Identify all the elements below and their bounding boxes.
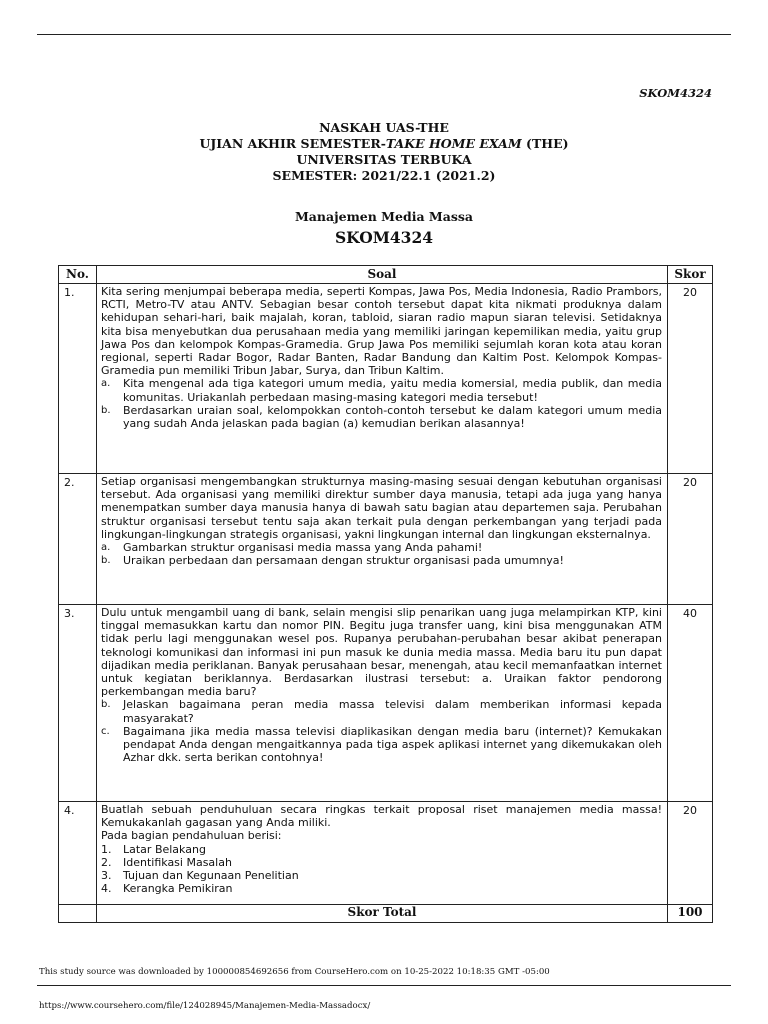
exam-table [58, 265, 713, 923]
sub-question: b. Uraikan perbedaan dan persamaan dengan struktur organisasi pada umumnya! [101, 554, 564, 568]
top-rule [37, 34, 731, 35]
bottom-rule [37, 985, 731, 986]
list-item: 1. Latar Belakang [101, 842, 206, 856]
title-line-2: UJIAN AKHIR SEMESTER-TAKE HOME EXAM (THE) [199, 136, 569, 151]
question-paragraph: Setiap organisasi mengembangkan strukturnya masing-masing sesuai dengan kebutuhan organisasi tersebut. Ada organisasi yang memiliki direktur sumber daya manusia, tetapi ada juga yang hanya menempatkan sumber daya manusia hanya di bawah satu bagian atau departemen saja. Perubahan struktur organisasi tersebut tentu saja akan terkait pula dengan perkembangan yang terjadi pada lingkungan-lingkungan strategis organisasi, yakni lingkungan internal dan lingkungan eksternalnya. [101, 475, 662, 541]
question-number: 3. [59, 605, 97, 802]
exam-title-block [37, 120, 731, 184]
table-row [59, 474, 713, 605]
total-row [59, 905, 713, 923]
list-item: 4. Kerangka Pemikiran [101, 882, 233, 896]
question-score: 20 [668, 474, 713, 605]
sub-question: a. Gambarkan struktur organisasi media massa yang Anda pahami! [101, 541, 483, 555]
subject-name: Manajemen Media Massa [294, 209, 474, 224]
header-course-code: SKOM4324 [639, 86, 712, 100]
source-url[interactable]: https://www.coursehero.com/file/124028945/Manajemen-Media-Massadocx/ [39, 1001, 371, 1011]
sub-question: a. Kita mengenal ada tiga kategori umum media, yaitu media komersial, media publik, dan media komunitas. Uriakanlah perbedaan masing-masing kategori media tersebut! [101, 377, 662, 404]
total-value: 100 [668, 905, 713, 923]
question-text [97, 284, 668, 474]
total-label: Skor Total [97, 905, 668, 923]
question-number: 1. [59, 284, 97, 474]
sub-question: b. Jelaskan bagaimana peran media massa televisi dalam memberikan informasi kepada masyarakat? [101, 698, 662, 725]
subject-code: SKOM4324 [334, 228, 434, 247]
question-score: 20 [668, 802, 713, 905]
title-line-3: UNIVERSITAS TERBUKA [296, 152, 472, 167]
question-text [97, 802, 668, 905]
table-header-row [59, 266, 713, 284]
download-note: This study source was downloaded by 100000854692656 from CourseHero.com on 10-25-2022 10:18:35 GMT -05:00 [39, 967, 550, 977]
question-number: 4. [59, 802, 97, 905]
header-soal: Soal [97, 266, 668, 284]
question-paragraph: Dulu untuk mengambil uang di bank, selain mengisi slip penarikan uang juga melampirkan KTP, kini tinggal memasukkan kartu dan nomor PIN. Begitu juga transfer uang, kini bisa menggunakan ATM tidak perlu lagi menggunakan wesel pos. Rupanya perubahan-perubahan besar akibat penerapan teknologi komunikasi dan informasi ini pun masuk ke dunia media massa. Media baru itu pun dapat dijadikan media periklanan. Banyak perusahaan besar, menengah, atau kecil memanfaatkan internet untuk kegiatan beriklannya. Berdasarkan ilustrasi tersebut: a. Uraikan faktor pendorong perkembangan media baru? [101, 606, 662, 699]
question-number: 2. [59, 474, 97, 605]
question-paragraph: Buatlah sebuah penduhuluan secara ringkas terkait proposal riset manajemen media massa! Kemukakanlah gagasan yang Anda miliki. [101, 803, 662, 830]
header-no: No. [59, 266, 97, 284]
table-row [59, 284, 713, 474]
question-text [97, 605, 668, 802]
sub-question: c. Bagaimana jika media massa televisi diaplikasikan dengan media baru (internet)? Kemukakan pendapat Anda dengan mengaitkannya pada tiga aspek aplikasi internet yang dikemukakan oleh Azhar dkk. serta berikan contohnya! [101, 724, 662, 765]
question-text [97, 474, 668, 605]
question-paragraph: Kita sering menjumpai beberapa media, seperti Kompas, Jawa Pos, Media Indonesia, Radio Prambors, RCTI, Metro-TV atau ANTV. Sebagian besar contoh tersebut dapat kita nikmati produknya dalam kehidupan sehari-hari, baik majalah, koran, tabloid, siaran radio mapun siaran televisi. Setidaknya kita bisa menyebutkan dua perusahaan media yang memiliki jaringan kepemilikan media, yaitu grup Jawa Pos dan kelompok Kompas-Gramedia. Grup Jawa Pos memiliki sejumlah koran kota atau koran regional, seperti Radar Bogor, Radar Banten, Radar Bandung dan Kaltim Post. Kelompok Kompas-Gramedia pun memiliki Tribun Jabar, Surya, dan Tribun Kaltim. [101, 285, 662, 378]
question-score: 20 [668, 284, 713, 474]
table-row [59, 802, 713, 905]
title-line-1: NASKAH UAS-THE [319, 120, 449, 135]
question-paragraph-2: Pada bagian pendahuluan berisi: [101, 829, 282, 843]
list-item: 2. Identifikasi Masalah [101, 855, 232, 869]
list-item: 3. Tujuan dan Kegunaan Penelitian [101, 869, 299, 883]
question-score: 40 [668, 605, 713, 802]
header-skor: Skor [668, 266, 713, 284]
title-line-4: SEMESTER: 2021/22.1 (2021.2) [272, 168, 496, 183]
sub-question: b. Berdasarkan uraian soal, kelompokkan contoh-contoh tersebut ke dalam kategori umum media yang sudah Anda jelaskan pada bagian (a) kemudian berikan alasannya! [101, 403, 662, 431]
total-empty-cell [59, 905, 97, 923]
table-row [59, 605, 713, 802]
